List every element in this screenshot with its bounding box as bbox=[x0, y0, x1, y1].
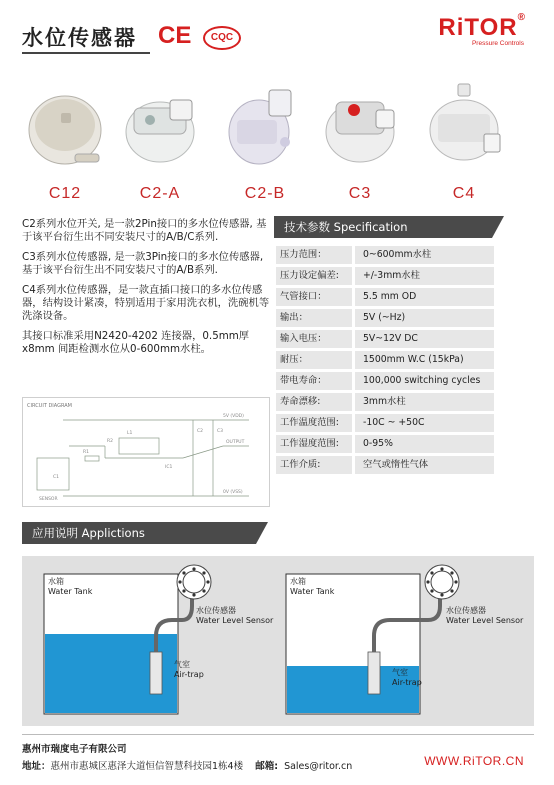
spec-row bbox=[276, 267, 494, 285]
spec-value: +/-3mm水柱 bbox=[355, 267, 494, 285]
spec-row bbox=[276, 288, 494, 306]
c1-label: C1 bbox=[53, 475, 60, 480]
company-address bbox=[22, 758, 352, 772]
sensor-label-left bbox=[196, 606, 273, 626]
product-label: C2-A bbox=[139, 185, 181, 202]
circuit-diagram bbox=[22, 397, 270, 507]
product-label: C2-B bbox=[244, 185, 286, 202]
sensor-label-cn: 水位传感器 bbox=[446, 606, 486, 615]
product-c3 bbox=[320, 80, 400, 203]
spec-row bbox=[276, 309, 494, 327]
spec-row bbox=[276, 330, 494, 348]
sensor-label-en: Water Level Sensor bbox=[446, 616, 524, 625]
tank-label-en: Water Tank bbox=[290, 587, 335, 596]
description-interface: 其接口标准采用N2420-4202 连接器，0.5mm厚x8mm 间距检测水位从0-600mm水柱。 bbox=[22, 330, 250, 355]
circuit-schematic bbox=[23, 398, 269, 506]
air-label-en: Air-trap bbox=[392, 678, 422, 687]
email-link[interactable]: Sales@ritor.cn bbox=[284, 761, 353, 772]
product-c4 bbox=[424, 80, 504, 203]
c3-label: C3 bbox=[217, 429, 224, 434]
spec-value: 5.5 mm OD bbox=[355, 288, 494, 306]
brand-name: RiTOR bbox=[438, 14, 518, 41]
r2-label: R2 bbox=[107, 439, 113, 444]
product-description bbox=[22, 218, 270, 363]
product-label: C3 bbox=[348, 185, 372, 202]
sensor-label: SENSOR bbox=[39, 497, 58, 502]
spec-value: 3mm水柱 bbox=[355, 393, 494, 411]
spec-value: 空气或惰性气体 bbox=[355, 456, 494, 474]
tank-label-cn: 水箱 bbox=[48, 577, 64, 586]
sensor-label-en: Water Level Sensor bbox=[196, 616, 274, 625]
air-label-cn: 气室 bbox=[174, 660, 190, 669]
tank-label-right bbox=[290, 577, 334, 597]
spec-row bbox=[276, 246, 494, 264]
vdd-label: 5V (VDD) bbox=[223, 414, 244, 419]
spec-key: 耐压： bbox=[276, 351, 352, 369]
spec-row bbox=[276, 456, 494, 474]
spec-key: 工作湿度范围: bbox=[276, 435, 352, 453]
spec-value: 1500mm W.C (15kPa) bbox=[355, 351, 494, 369]
r1-label: R1 bbox=[83, 450, 89, 455]
spec-value: 0-95% bbox=[355, 435, 494, 453]
c2a-sensor-photo-icon bbox=[120, 80, 200, 175]
product-c2a bbox=[120, 80, 200, 203]
output-label: OUTPUT bbox=[226, 440, 245, 445]
footer-divider bbox=[22, 734, 534, 735]
spec-key: 气管接口： bbox=[276, 288, 352, 306]
spec-table bbox=[276, 246, 494, 477]
spec-key: 寿命漂移: bbox=[276, 393, 352, 411]
sensor-label-cn: 水位传感器 bbox=[196, 606, 236, 615]
spec-row bbox=[276, 414, 494, 432]
c2b-sensor-photo-icon bbox=[225, 80, 305, 175]
tank-label-left bbox=[48, 577, 92, 597]
product-c2b bbox=[225, 80, 305, 203]
spec-row bbox=[276, 351, 494, 369]
c4-sensor-photo-icon bbox=[424, 80, 504, 175]
description-c3: C3系列水位传感器, 是一款3Pin接口的多水位传感器, 基于该平台衍生出不同安装尺寸的A/B系列. bbox=[22, 251, 264, 276]
spec-key: 输入电压： bbox=[276, 330, 352, 348]
spec-row bbox=[276, 435, 494, 453]
applications-header: 应用说明 Applictions bbox=[22, 522, 256, 544]
air-label-right bbox=[392, 668, 422, 688]
spec-key: 输出： bbox=[276, 309, 352, 327]
company-name: 惠州市瑞度电子有限公司 bbox=[22, 744, 127, 755]
spec-value: 5V (~Hz) bbox=[355, 309, 494, 327]
spec-key: 工作温度范围: bbox=[276, 414, 352, 432]
air-label-left bbox=[174, 660, 204, 680]
brand-reg: ® bbox=[517, 12, 526, 23]
website-link[interactable]: WWW.RiTOR.CN bbox=[424, 754, 524, 768]
c3-sensor-photo-icon bbox=[320, 80, 400, 175]
applications-diagram bbox=[22, 556, 534, 726]
spec-value: 100,000 switching cycles bbox=[355, 372, 494, 390]
tank-label-cn: 水箱 bbox=[290, 577, 306, 586]
product-c12 bbox=[25, 80, 105, 203]
air-label-en: Air-trap bbox=[174, 670, 204, 679]
spec-key: 压力设定偏差: bbox=[276, 267, 352, 285]
page-title: 水位传感器 bbox=[22, 26, 137, 50]
spec-value: -10C ~ +50C bbox=[355, 414, 494, 432]
air-label-cn: 气室 bbox=[392, 668, 408, 677]
spec-value: 5V~12V DC bbox=[355, 330, 494, 348]
address-label: 地址： bbox=[22, 761, 51, 772]
email-label: 邮箱: bbox=[255, 761, 279, 772]
c12-sensor-photo-icon bbox=[25, 80, 105, 175]
spec-row bbox=[276, 393, 494, 411]
ce-mark: CE bbox=[158, 22, 192, 49]
brand-tagline: Pressure Controls bbox=[471, 40, 524, 47]
description-c2: C2系列水位开关, 是一款2Pin接口的多水位传感器, 基于该平台衍生出不同安装尺寸的A/B/C系列. bbox=[22, 218, 267, 243]
application-illustration bbox=[22, 556, 534, 726]
c2-label: C2 bbox=[197, 429, 204, 434]
product-label: C4 bbox=[452, 185, 476, 202]
spec-key: 工作介质: bbox=[276, 456, 352, 474]
spec-row bbox=[276, 372, 494, 390]
sensor-label-right bbox=[446, 606, 523, 626]
l1-label: L1 bbox=[127, 431, 133, 436]
tank-label-en: Water Tank bbox=[48, 587, 93, 596]
product-label: C12 bbox=[48, 185, 82, 202]
circuit-title: CIRCUIT DIAGRAM bbox=[27, 403, 72, 409]
address-text: 惠州市惠城区惠泽大道恒信智慧科技园1栋4楼 bbox=[50, 761, 244, 772]
description-c4: C4系列水位传感器，是一款直插口接口的多水位传感器，结构设计紧凑，特别适用于家用洗衣机，洗碗机等洗涤设备。 bbox=[22, 284, 270, 322]
spec-value: 0~600mm水柱 bbox=[355, 246, 494, 264]
spec-header: 技术参数 Specification bbox=[274, 216, 492, 238]
title-underline bbox=[22, 52, 150, 54]
spec-key: 带电寿命： bbox=[276, 372, 352, 390]
cqc-mark: CQC bbox=[203, 26, 241, 50]
brand-logo bbox=[438, 14, 526, 42]
vss-label: 0V (VSS) bbox=[223, 490, 243, 495]
ic-label: IC1 bbox=[165, 465, 173, 470]
spec-key: 压力范围： bbox=[276, 246, 352, 264]
